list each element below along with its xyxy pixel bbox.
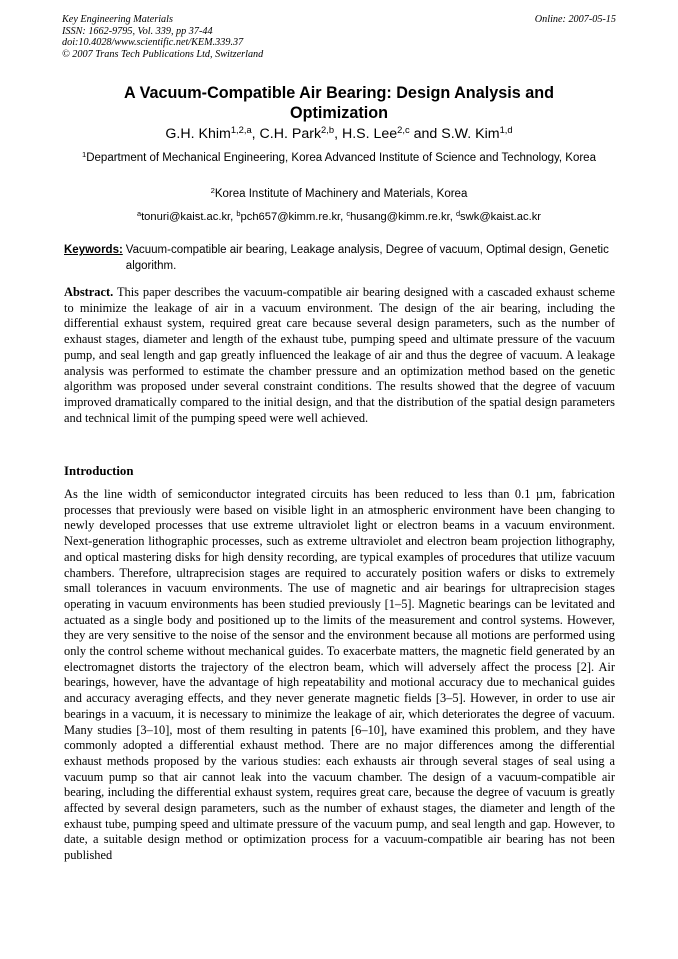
email-sup: a [136,208,142,218]
author-separator: and [409,126,442,142]
introduction-heading: Introduction [64,464,134,478]
author-sup: 1,2,a [230,124,252,135]
keywords-label: Keywords: [64,244,123,256]
author-name: H.S. Lee [341,126,398,142]
online-date: Online: 2007-05-15 [534,14,616,25]
copyright-line: © 2007 Trans Tech Publications Ltd, Switzerland [62,48,264,60]
introduction-paragraph: As the line width of semiconductor integrated circuits has been reduced to less than 0.1 µm, fabrication processes that previously were based on visible light in an atmospheric environment have been changing to newly developed processes that use extreme ultraviolet light or electron beams in a vacuum environment. Next-generation lithographic processes, such as extreme ultraviolet and electron beam projection lithography, and optical mastering disks for high density recording, are typical examples of procedures that utilize vacuum chambers. Therefore, ultraprecision stages are required to accurately position wafers or disks to extremely small tolerances in vacuum environments. The use of magnetic and air bearings for ultraprecision stages operating in vacuum environments has been studied previously [1–5]. Magnetic bearings can be levitated and actuated as a single body and positioned up to the limits of the measurement and control systems. However, they are very sensitive to the noise of the sensor and the environment because all motions are performed using only the control scheme without mechanical guides. To exacerbate matters, the magnetic field generated by an electromagnet distorts the trajectory of the electron beam, which will adversely affect the process [2]. Air bearings, however, have the advantage of high repeatability and motional accuracy due to mechanical guides and accuracy averaging effects, and they never generate magnetic fields [3–5]. However, in order to use air bearings in a vacuum, it is necessary to minimize the leakage of air, which deteriorates the degree of vacuum. Many studies [3–10], most of them resulting in patents [6–10], have examined this problem, and they have commonly adopted a differential exhaust method. There are no major differences among the differential exhaust methods proposed by the various studies: each exhausts air through several stages of seal using a vacuum pump so that air cannot leak into the vacuum chamber. The design of a vacuum-compatible air bearing, including the differential exhaust system, requires great care, because the degree of vacuum is greatly affected by several design parameters, such as the number of exhaust stages, the diameter and length of the exhaust tube, pumping speed and ultimate pressure of the vacuum pump, and seal length and gap. However, to date, a suitable design method or optimization process for a vacuum-compatible air bearing has not been published [64,487,615,863]
affiliation-text: Korea Institute of Machinery and Materials, Korea [214,188,468,200]
email-link[interactable]: tonuri@kaist.ac.kr [141,211,231,223]
email-link[interactable]: husang@kimm.re.kr [350,211,450,223]
email-link[interactable]: swk@kaist.ac.kr [460,211,542,223]
email-link[interactable]: pch657@kimm.re.kr [240,211,341,223]
keywords-block [64,242,616,274]
author-list [62,125,616,143]
author-name: G.H. Khim [165,126,231,142]
journal-name: Key Engineering Materials [62,14,173,25]
abstract-text: This paper describes the vacuum-compatible air bearing designed with a cascaded exhaust scheme to minimize the leakage of air in a vacuum environment. The design of the air bearing, including the differential exhaust system, required great care because several design parameters, such as the number of exhaust stages, diameter and length of the exhaust tube, pumping speed and ultimate pressure of the vacuum pump, and seal length and gap greatly influenced the leakage of air and thus the degree of vacuum. A leakage analysis was performed to estimate the chamber pressure and an optimization method based on the genetic algorithm was proposed under several constraint conditions. The results showed that the degree of vacuum improved dramatically compared to the initial design, and that the distribution of the spatial design parameters and technical limit of the pumping speed were well achieved. [64,285,615,425]
keywords-text: Vacuum-compatible air bearing, Leakage analysis, Degree of vacuum, Optimal design, Genetic algorithm. [125,244,609,272]
author-sup: 2,b [321,124,335,135]
paper-title: A Vacuum-Compatible Air Bearing: Design Analysis and Optimization [124,84,554,122]
abstract-label: Abstract. [64,285,114,299]
affiliation-sup: 2 [210,185,215,195]
author-separator: , [251,126,260,142]
email-sup: c [346,208,351,218]
author-sup: 1,d [499,124,513,135]
affiliation-text: Department of Mechanical Engineering, Korea Advanced Institute of Science and Technology, Korea [86,152,596,164]
affiliation-sup: 1 [82,149,87,159]
email-sup: b [236,208,241,218]
affiliation-1 [62,151,616,166]
author-separator: , [334,126,342,142]
abstract-paragraph [64,285,615,426]
author-sup: 2,c [397,124,410,135]
affiliation-2 [62,187,616,202]
issn-line: ISSN: 1662-9795, Vol. 339, pp 37-44 [62,25,213,37]
journal-header [62,14,616,60]
author-name: C.H. Park [259,126,322,142]
doi-line: doi:10.4028/www.scientific.net/KEM.339.37 [62,37,244,48]
email-sup: d [455,208,461,218]
author-name: S.W. Kim [441,126,500,142]
email-list: $^a$tonuri@kaist.ac.kr, $^b$pch657@kimm.re.kr, $^c$husang@kimm.re.kr, $^d$swk@kaist.ac.kr [136,208,542,223]
